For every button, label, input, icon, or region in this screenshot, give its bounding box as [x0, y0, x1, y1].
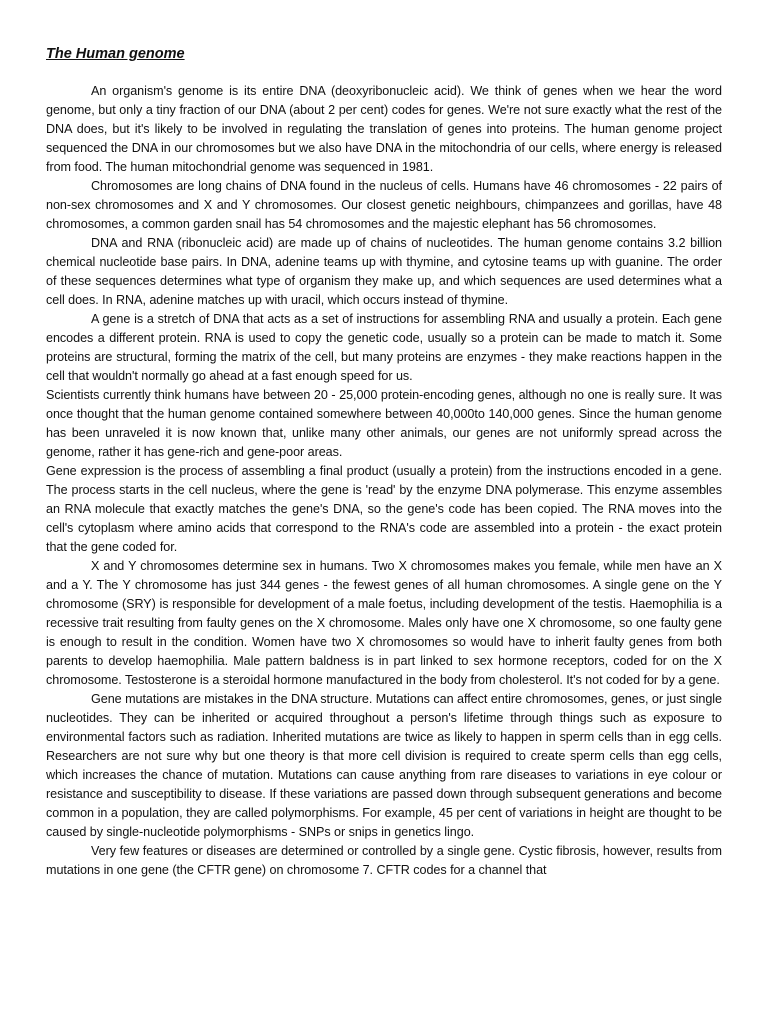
paragraph-dna-rna: DNA and RNA (ribonucleic acid) are made up of chains of nucleotides. The human genome contains 3.2 billion chemical nucleotide base pairs. In DNA, adenine teams up with thymine, and cytosine teams up with guanine. The order of these sequences determines what type of organism they make up, and which sequences are used determines what a cell does. In RNA, adenine matches up with uracil, which occurs instead of thymine.: [46, 236, 722, 307]
paragraph-genome-intro: An organism's genome is its entire DNA (deoxyribonucleic acid). We think of genes when we hear the word genome, but only a tiny fraction of our DNA (about 2 per cent) codes for genes. We're not sure exactly what the rest of the DNA does, but it's likely to be involved in regulating the translation of genes into proteins. The human genome project sequenced the DNA in our chromosomes but we also have DNA in the mitochondria of our cells, where energy is released from food. The human mitochondrial genome was sequenced in 1981.: [46, 84, 722, 174]
paragraph-gene-definition: A gene is a stretch of DNA that acts as a set of instructions for assembling RNA and usually a protein. Each gene encodes a different protein. RNA is used to copy the genetic code, usually so a protein can be made to match it. Some proteins are structural, forming the matrix of the cell, but many proteins are enzymes - they make reactions happen in the cell that wouldn't normally go ahead at a fast enough speed for us.: [46, 312, 722, 383]
paragraph-sex-chromosomes: X and Y chromosomes determine sex in humans. Two X chromosomes makes you female, while men have an X and a Y. The Y chromosome has just 344 genes - the fewest genes of all human chromosomes. A single gene on the Y chromosome (SRY) is responsible for development of a male foetus, including development of the testis. Haemophilia is a recessive trait resulting from faulty genes on the X chromosome. Males only have one X chromosome, so one faulty gene is enough to result in the condition. Women have two X chromosomes so would have to inherit faulty genes from both parents to develop haemophilia. Male pattern baldness is in part linked to sex hormone receptors, coded for on the X chromosome. Testosterone is a steroidal hormone manufactured in the body from cholesterol. It's not coded for by a gene.: [46, 559, 722, 687]
document-title: The Human genome: [46, 46, 185, 62]
paragraph-chromosomes: Chromosomes are long chains of DNA found in the nucleus of cells. Humans have 46 chromosomes - 22 pairs of non-sex chromosomes and X and Y chromosomes. Our closest genetic neighbours, chimpanzees and gorillas, have 48 chromosomes, a common garden snail has 54 chromosomes and the majestic elephant has 56 chromosomes.: [46, 179, 722, 231]
paragraph-gene-expression: Gene expression is the process of assembling a final product (usually a protein) from the instructions encoded in a gene. The process starts in the cell nucleus, where the gene is 'read' by the enzyme DNA polymerase. This enzyme assembles an RNA molecule that exactly matches the gene's DNA, so the gene's code has been copied. The RNA moves into the cell's cytoplasm where amino acids that correspond to the RNA's code are assembled into a protein - the exact protein that the gene coded for.: [46, 464, 722, 554]
paragraph-single-gene-diseases: Very few features or diseases are determined or controlled by a single gene. Cystic fibrosis, however, results from mutations in one gene (the CFTR gene) on chromosome 7. CFTR codes for a channel that: [46, 844, 722, 877]
paragraph-gene-mutations: Gene mutations are mistakes in the DNA structure. Mutations can affect entire chromosomes, genes, or just single nucleotides. They can be inherited or acquired throughout a person's lifetime through things such as exposure to environmental factors such as radiation. Inherited mutations are twice as likely to happen in sperm cells than in egg cells. Researchers are not sure why but one theory is that more cell division is required to create sperm cells than egg cells, which increases the chance of mutation. Mutations can cause anything from rare diseases to variations in eye colour or resistance and susceptibility to disease. If these variations are passed down through subsequent generations and become common in a population, they are called polymorphisms. For example, 45 per cent of variations in height are thought to be caused by single-nucleotide polymorphisms - SNPs or snips in genetics lingo.: [46, 692, 722, 839]
document-page: [46, 44, 722, 880]
paragraph-gene-count: Scientists currently think humans have between 20 - 25,000 protein-encoding genes, although no one is really sure. It was once thought that the human genome contained somewhere between 40,000to 140,000 genes. Since the human genome has been unraveled it is now known that, unlike many other animals, our genes are not uniformly spread across the genome, rather it has gene-rich and gene-poor areas.: [46, 388, 722, 459]
